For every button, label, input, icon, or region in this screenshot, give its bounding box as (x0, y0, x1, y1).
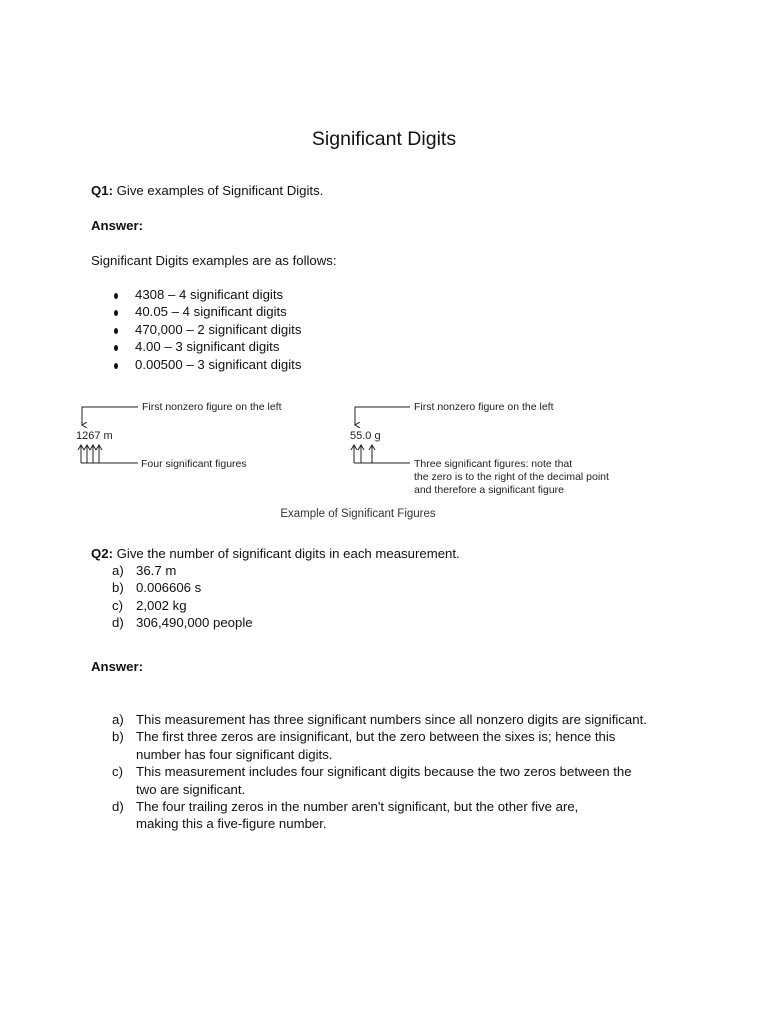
list-item: d) 306,490,000 people (112, 615, 253, 631)
left-value: 1267 m (76, 430, 113, 442)
q2-answers-list (112, 711, 712, 833)
list-item: c) 2,002 kg (112, 597, 187, 613)
left-bottom-note: Four significant figures (141, 458, 247, 470)
answer-item: c) This measurement includes four significant digits because the two zeros between the two are significant. (112, 764, 632, 797)
digit-arrowheads (78, 445, 102, 450)
left-top-note: First nonzero figure on the left (142, 401, 282, 413)
first-nonzero-arrow (355, 407, 410, 425)
digit-arrowheads (351, 445, 375, 450)
right-bottom-note-line: Three significant figures: note that (414, 458, 573, 470)
q1-answer-label: Answer: (91, 218, 144, 233)
q2-text: Give the number of significant digits in each measurement. (112, 546, 460, 561)
q2-question (91, 545, 460, 562)
list-item: a) 36.7 m (112, 563, 177, 578)
list-item: b) 0.006606 s (112, 580, 202, 596)
right-value: 55.0 g (350, 430, 381, 442)
right-bottom-note-line: and therefore a significant figure (414, 484, 565, 496)
q1-text: Give examples of Significant Digits. (112, 183, 324, 198)
right-top-note: First nonzero figure on the left (414, 401, 554, 413)
list-item: 4.00 – 3 significant digits (110, 338, 301, 355)
list-item: 40.05 – 4 significant digits (110, 303, 301, 320)
page-title: Significant Digits (311, 128, 457, 150)
figure-caption: Example of Significant Figures (280, 508, 436, 520)
answer-item: b) The first three zeros are insignificant, but the zero between the sixes is; hence this number has four significant digits. (112, 729, 616, 762)
q1-label: Q1: (91, 183, 113, 198)
q2-label: Q2: (91, 546, 113, 561)
left-example (76, 401, 282, 470)
q1-intro: Significant Digits examples are as follows: (91, 253, 337, 268)
examples-list (110, 286, 301, 373)
list-item: 4308 – 4 significant digits (110, 286, 301, 303)
answer-item: d) The four trailing zeros in the number aren't significant, but the other five are, making this a five-figure number. (112, 799, 579, 832)
q2-answer-label: Answer: (91, 659, 144, 674)
significant-figures-diagram (70, 395, 700, 525)
right-bottom-note-line: the zero is to the right of the decimal point (414, 471, 609, 483)
q1-question (91, 182, 323, 199)
right-example (350, 401, 609, 496)
list-item: 470,000 – 2 significant digits (110, 321, 301, 338)
answer-item: a) This measurement has three significant numbers since all nonzero digits are significant. (112, 712, 647, 727)
first-nonzero-arrow (82, 407, 138, 425)
list-item: 0.00500 – 3 significant digits (110, 356, 301, 373)
q2-items-list (112, 562, 253, 632)
